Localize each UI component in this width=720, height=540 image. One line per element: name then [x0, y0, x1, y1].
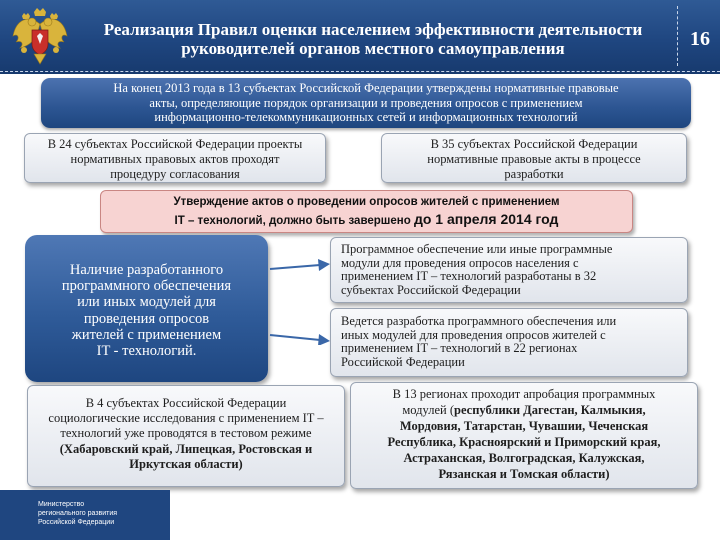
pilot-line-5: Астраханская, Волгоградская, Калужская,: [403, 451, 645, 465]
header-divider: [0, 71, 720, 72]
deadline-line-1: Утверждение актов о проведении опросов жителей с применением: [173, 196, 560, 208]
software-in-progress-box: [330, 308, 688, 377]
software-line-1: Наличие разработанного: [69, 262, 224, 278]
summary-line-2: акты, определяющие порядок организации и проведения опросов с применением: [149, 95, 583, 110]
development-line-1: В 35 субъектах Российской Федерации: [430, 137, 638, 151]
approval-line-1: В 24 субъектах Российской Федерации проекты: [47, 137, 303, 151]
software-line-2: программного обеспечения: [61, 278, 232, 295]
developed-line-2: модули для проведения опросов населения с: [341, 255, 579, 270]
software-line-5: жителей с применением: [71, 326, 222, 343]
deadline-line-2: [101, 211, 632, 230]
arrow-right-icon: [270, 334, 330, 345]
approval-line-2: нормативных правовых актов проходят: [70, 152, 280, 166]
summary-line-1: На конец 2013 года в 13 субъектах Российской Федерации утверждены нормативные правовые: [113, 81, 619, 95]
development-line-3: разработки: [504, 167, 564, 181]
testing-line-1: В 4 субъектах Российской Федерации: [85, 396, 287, 410]
pilot-line-3: Мордовия, Татарстан, Чувашии, Чеченская: [399, 419, 649, 433]
pilot-line-2-regions: республики Дагестан, Калмыкия,: [454, 403, 646, 417]
pilot-line-2: [357, 402, 691, 418]
pilot-line-6: Рязанская и Томская области): [438, 467, 610, 481]
development-line-2: нормативные правовые акты в процессе: [427, 152, 641, 166]
progress-line-4: Российской Федерации: [341, 354, 465, 369]
ministry-line-3: Российской Федерации: [38, 519, 115, 526]
testing-line-5: Иркутская области): [129, 456, 243, 471]
slide-number: 16: [690, 28, 710, 50]
title-line-1: Реализация Правил оценки населением эффективности деятельности: [103, 20, 643, 39]
ministry-line-1: Министерство: [38, 501, 85, 508]
deadline-text: IT – технологий, должно быть завершено: [174, 215, 411, 227]
developed-line-3: применением IT – технологий разработаны в 32: [341, 269, 597, 284]
title-line-2: руководителей органов местного самоуправления: [181, 39, 565, 58]
progress-line-1: Ведется разработка программного обеспечения или: [341, 314, 617, 328]
testing-line-3: технологий уже проводятся в тестовом режиме: [60, 426, 312, 441]
pilot-line-2-prefix: модулей (: [402, 403, 454, 417]
deadline-box: [100, 190, 633, 233]
software-line-3: или иных модулей для: [77, 294, 216, 311]
ministry-line-2: регионального развития: [38, 510, 118, 517]
deadline-date: до 1 апреля 2014 год: [413, 211, 559, 227]
software-line-4: проведения опросов: [83, 310, 210, 327]
pilot-regions-box: [350, 382, 698, 489]
testing-regions-box: [27, 385, 345, 487]
development-status-box: [381, 133, 687, 183]
header-vertical-divider: [677, 6, 678, 66]
approval-status-box: [24, 133, 326, 183]
ministry-label: [38, 500, 168, 527]
arrows-connector: [268, 255, 332, 345]
developed-line-4: субъектах Российской Федерации: [341, 282, 521, 297]
software-line-6: IT - технологий.: [96, 343, 197, 360]
software-availability-text: [25, 262, 268, 359]
testing-line-2: социологические исследования с применением IT –: [48, 411, 324, 426]
software-developed-box: [330, 237, 688, 303]
pilot-line-1: В 13 регионах проходит апробация программных: [392, 387, 656, 401]
progress-line-3: применением IT – технологий в 22 регионах: [341, 341, 578, 356]
testing-line-4: (Хабаровский край, Липецкая, Ростовская и: [59, 441, 313, 456]
pilot-line-4: Республика, Красноярский и Приморский края,: [387, 435, 661, 449]
arrow-right-icon: [270, 259, 330, 271]
slide-title: [78, 20, 668, 58]
summary-line-3: информационно-телекоммуникационных сетей и информационных технологий: [154, 110, 578, 124]
progress-line-2: иных модулей для проведения опросов жителей с: [341, 327, 606, 342]
summary-box: [41, 78, 691, 128]
russian-coat-of-arms-icon: [10, 6, 70, 68]
developed-line-1: Программное обеспечение или иные программные: [341, 242, 613, 256]
approval-line-3: процедуру согласования: [110, 167, 240, 181]
